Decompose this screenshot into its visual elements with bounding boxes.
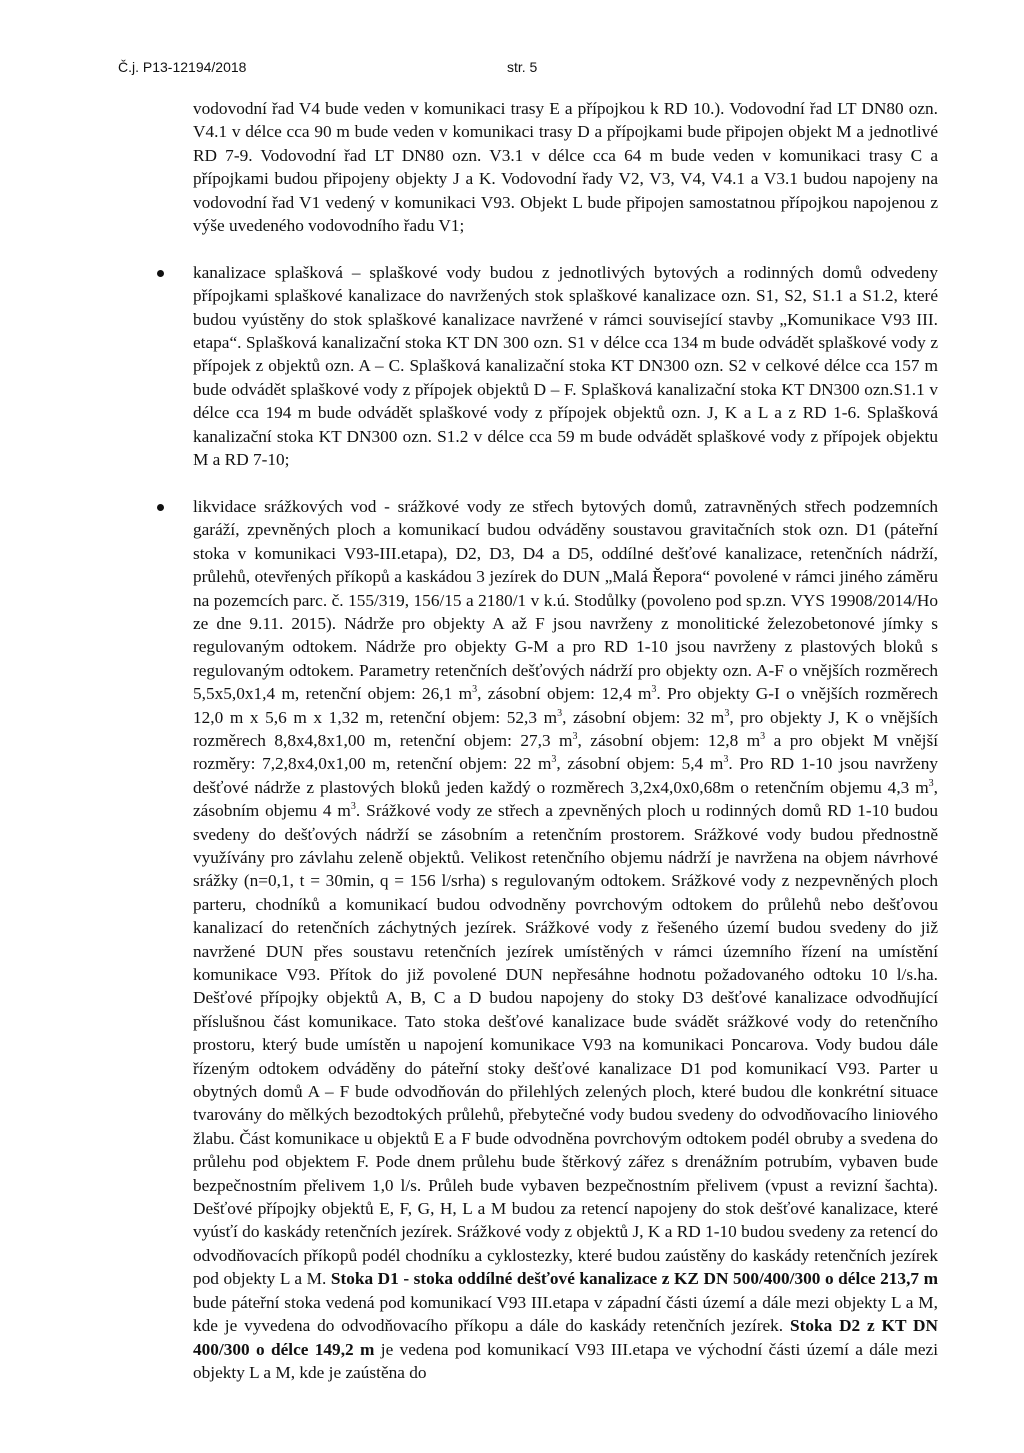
superscript: 3 (572, 730, 578, 742)
bullet-icon (157, 504, 164, 511)
reference-number: Č.j. P13-12194/2018 (118, 59, 247, 75)
document-body (193, 97, 938, 1384)
item-text: je vedena pod komunikací V93 III.etapa ve východní části území a dále mezi objekty L a M, kde je zaústěna do (193, 1339, 938, 1382)
bullet-icon (157, 270, 164, 277)
item-text: . Srážkové vody ze střech a zpevněných ploch u rodinných domů RD 1-10 budou svedeny do dešťových nádrží se zásobním a retenčním prostorem. Srážkové vody budou přednostně využívány pro závlahu zeleně objektů. Velikost retenčního objemu nádrží je navržena na objem návrhové srážky (n=0,1, t = 30min, q = 156 l/srha) s regulovaným odtokem. Srážkové vody z nezpevněných ploch parteru, chodníků a komunikací budou odvodněny povrchovým odtokem do průlehů nebo dešťovou kanalizací do retenčních záchytných jezírek. Srážkové vody z řešeného území budou svedeny do již navržené DUN přes soustavu retenčních jezírek umístěných v rámci územního řízení na umístění komunikace V93. Přítok do již povolené DUN nepřesáhne hodnotu požadovaného odtoku 10 l/s.ha. Dešťové přípojky objektů A, B, C a D budou napojeny do stoky D3 dešťové kanalizace odvodňující příslušnou část komunikace. Tato stoka dešťové kanalizace bude svádět srážkové vody do retenčního prostoru, který bude umístěn u napojení komunikace V93 na komunikaci Poncarova. Vody budou dále řízeným odtokem odváděny do páteřní stoky dešťové kanalizace D1 pod komunikací V93. Parter u obytných domů A – F bude odvodňován do přilehlých zelených ploch, které budou dle konkrétní situace tvarovány do mělkých bezodtokých průlehů, přebytečné vody budou svedeny do odvodňovacího liniového žlabu. Část komunikace u objektů E a F bude odvodněna povrchovým odtokem podél obruby a svedena do průlehu pod objektem F. Pode dnem průlehu bude štěrkový zářez s drenážním potrubím, vybaven bude bezpečnostním přelivem 1,0 l/s. Průleh bude vybaven bezpečnostním přelivem (vpust a revizní šachta). Dešťové přípojky objektů E, F, G, H, L a M budou za retencí napojeny do stok dešťové kanalizace, které vyúsťí do kaskády retenčních jezírek. Srážkové vody z objektů J, K a RD 1-10 budou svedeny za retencí do odvodňovacích příkopů podél chodníku a cyklostezky, které budou zaústěny do kaskády retenčních jezírek pod objekty L a M. (193, 801, 938, 1289)
superscript: 3 (350, 801, 356, 813)
item-text: . Pro objekty G-I o vnějších rozměrech 12,0 m x 5,6 m x 1,32 m, retenční objem: 52,3 m (193, 684, 939, 727)
item-text: bude páteřní stoka vedená pod komunikací V93 III.etapa v západní části území a dále mezi objekty L a M, kde je vyvedena do odvodňovacího příkopu a dále do kaskády retenčních jezírek. (193, 1292, 938, 1336)
item-text: , zásobní objem: 5,4 m (556, 754, 724, 774)
superscript: 3 (724, 707, 730, 719)
item-text: , zásobním objemu 4 m (193, 777, 938, 821)
intro-paragraph: vodovodní řad V4 bude veden v komunikaci trasy E a přípojkou k RD 10.). Vodovodní řad LT DN80 ozn. V4.1 v délce cca 90 m bude veden v komunikaci trasy D a přípojkami bude připojen objekt M a jednotlivé RD 7-9. Vodovodní řad LT DN80 ozn. V3.1 v délce cca 64 m bude veden v komunikaci trasy C a přípojkami budou připojeny objekty J a K. Vodovodní řady V2, V3, V4, V4.1 a V3.1 budou napojeny na vodovodní řad V1 vedený v komunikaci V93. Objekt L bude připojen samostatnou přípojkou napojenou z výše uvedeného vodovodního řadu V1; (193, 99, 938, 236)
superscript: 3 (723, 754, 729, 766)
list-item-srazkove (193, 495, 938, 1384)
item-text: likvidace srážkových vod - srážkové vody ze střech bytových domů, zatravněných střech podzemních garáží, zpevněných ploch a komunikací budou odváděny soustavou gravitačních stok ozn. D1 (páteřní stoka v komunikaci V93-III.etapa), D2, D3, D4 a D5, oddílné dešťové kanalizace, retenčních nádrží, průlehů, otevřených příkopů a kaskádou 3 jezírek do DUN „Malá Řepora“ povolené v rámci jiného záměru na pozemcích parc. č. 155/319, 156/15 a 2180/1 v k.ú. Stodůlky (povoleno pod sp.zn. VYS 19908/2014/Ho ze dne 9.11. 2015). Nádrže pro objekty A až F jsou navrženy z monolitické železobetonové jímky s regulovaným odtokem. Nádrže pro objekty G-M a pro RD 1-10 jsou navrženy z plastových bloků s regulovaným odtokem. Parametry retenčních dešťových nádrží pro objekty ozn. A-F o vnějších rozměrech 5,5x5,0x1,4 m, retenční objem: 26,1 m (193, 496, 938, 704)
page-number: str. 5 (507, 59, 538, 75)
item-text: kanalizace splašková – splaškové vody budou z jednotlivých bytových a rodinných domů odvedeny přípojkami splaškové kanalizace do navržených stok splaškové kanalizace ozn. S1, S2, S1.1 a S1.2, které budou vyústěny do stok splaškové kanalizace navržené v rámci související stavby „Komunikace V93 III. etapa“. Splašková kanalizační stoka KT DN 300 ozn. S1 v délce cca 134 m bude odvádět splaškové vody z přípojek z objektů ozn. A – C. Splašková kanalizační stoka KT DN300 ozn. S2 v celkové délce cca 157 m bude odvádět splaškové vody z přípojek objektů D – F. Splašková kanalizační stoka KT DN300 ozn.S1.1 v délce cca 194 m bude odvádět splaškové vody z přípojek objektů ozn. J, K a L a z RD 1-6. Splašková kanalizační stoka KT DN300 ozn. S1.2 v délce cca 59 m bude odvádět splaškové vody z přípojek objektu M a RD 7-10; (193, 262, 938, 470)
item-text: . Pro RD 1-10 jsou navrženy dešťové nádrže z plastových bloků jeden každý o rozměrech 3,2x4,0x0,68m o retenčním objemu 4,3 m (193, 754, 938, 797)
item-text: , zásobní objem: 12,8 m (577, 730, 761, 750)
item-text: , pro objekty J, K o vnějších rozměrech 8,8x4,8x1,00 m, retenční objem: 27,3 m (193, 707, 938, 750)
bold-text: Stoka D2 z KT DN 400/300 o délce 149,2 m (193, 1316, 938, 1359)
superscript: 3 (551, 754, 557, 766)
superscript: 3 (472, 684, 478, 696)
item-text: , zásobní objem: 32 m (562, 707, 725, 727)
superscript: 3 (557, 707, 563, 719)
bullet-list (193, 261, 938, 1384)
list-item-splaskova (193, 261, 938, 472)
item-text: , zásobní objem: 12,4 m (477, 684, 652, 704)
superscript: 3 (928, 777, 934, 789)
superscript: 3 (651, 684, 657, 696)
superscript: 3 (760, 730, 766, 742)
bold-text: Stoka D1 - stoka oddílné dešťové kanalizace z KZ DN 500/400/300 o délce 213,7 m (330, 1269, 938, 1289)
item-text: a pro objekt M vnější rozměry: 7,2,8x4,0x1,00 m, retenční objem: 22 m (193, 730, 938, 774)
